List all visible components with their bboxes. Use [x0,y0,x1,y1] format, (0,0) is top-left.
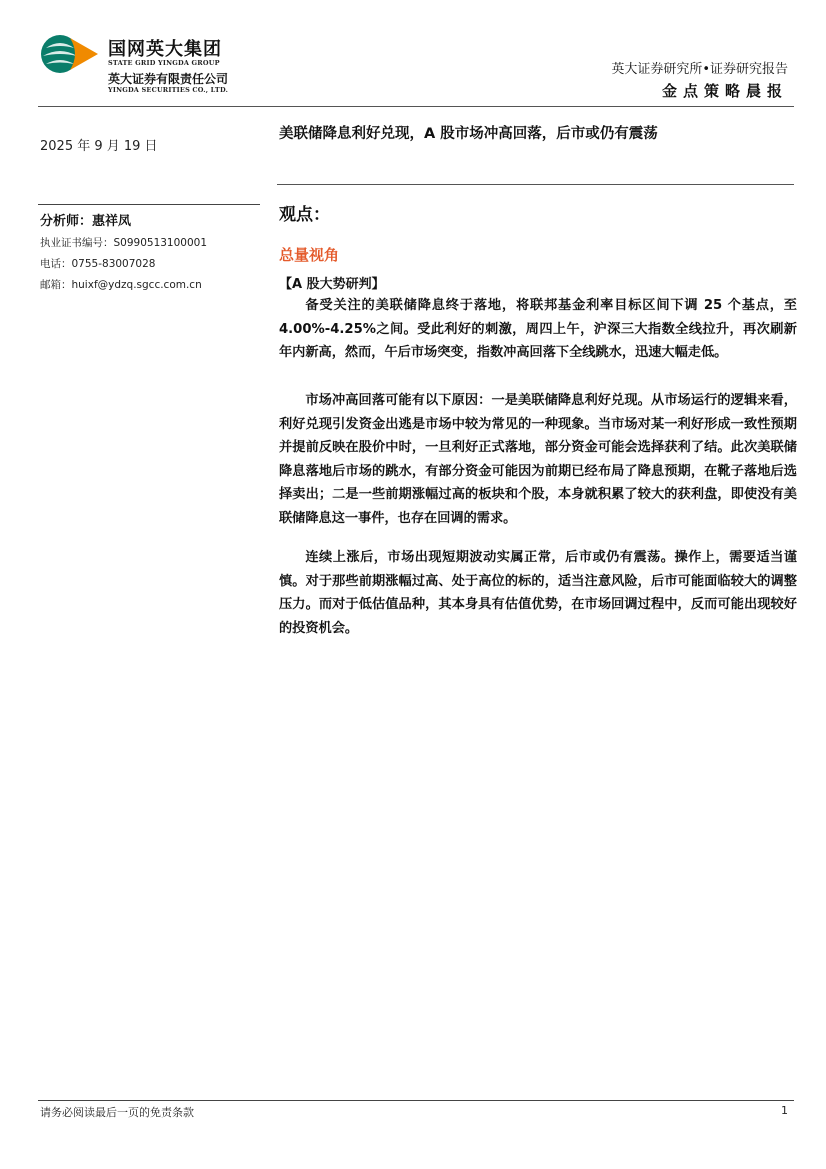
footer-divider [38,1100,794,1101]
logo-group-name: 国网英大集团 [108,39,222,60]
report-date: 2025 年 9 月 19 日 [40,139,158,154]
header-divider [38,106,794,107]
subheading: 【A 股大势研判】 [279,277,385,292]
report-type-label: 金点策略晨报 [661,82,788,100]
logo-group-name-en: STATE GRID YINGDA GROUP [108,59,220,67]
institute-label: 英大证券研究所•证券研究报告 [611,62,788,77]
report-title: 美联储降息利好兑现，A 股市场冲高回落，后市或仍有震荡 [279,126,658,142]
paragraph-3: 连续上涨后，市场出现短期波动实属正常，后市或仍有震荡。操作上，需要适当谨慎。对于那些前期涨幅过高、处于高位的标的，适当注意风险，后市可能面临较大的调整压力。而对于低估值品种，其本身具有估值优势，在市场回调过程中，反而可能出现较好的投资机会。 [279,550,797,636]
analyst-cert: 执业证书编号：S0990513100001 [40,237,208,249]
paragraph-1: 备受关注的美联储降息终于落地，将联邦基金利率目标区间下调 25 个基点，至 4.00%-4.25%之间。受此利好的刺激，周四上午，沪深三大指数全线拉升，再次刷新年内新高，然而，午后市场突变，指数冲高回落下全线跳水，迅速大幅走低。 [279,298,797,360]
paragraph-2: 市场冲高回落可能有以下原因：一是美联储降息利好兑现。从市场运行的逻辑来看，利好兑现引发资金出逃是市场中较为常见的一种现象。当市场对某一利好形成一致性预期并提前反映在股价中时，一旦利好正式落地，部分资金可能会选择获利了结。此次美联储降息落地后市场的跳水，有部分资金可能因为前期已经布局了降息预期，在靴子落地后选择卖出；二是一些前期涨幅过高的板块和个股，本身就积累了较大的获利盘，即使没有美联储降息这一事件，也存在回调的需求。 [279,393,797,526]
section-title: 总量视角 [279,246,340,264]
footer-disclaimer: 请务必阅读最后一页的免责条款 [40,1106,194,1119]
page-number: 1 [781,1104,788,1117]
view-heading: 观点： [279,205,330,225]
logo-company-name-en: YINGDA SECURITIES CO., LTD. [108,86,229,94]
analyst-email: 邮箱：huixf@ydzq.sgcc.com.cn [40,279,202,291]
logo-company-name: 英大证券有限责任公司 [108,72,229,86]
analyst-phone: 电话：0755-83007028 [40,258,156,270]
company-logo-icon [40,34,102,74]
title-divider [277,184,794,185]
analyst-name: 分析师：惠祥凤 [40,214,132,229]
sidebar-divider [38,204,260,205]
